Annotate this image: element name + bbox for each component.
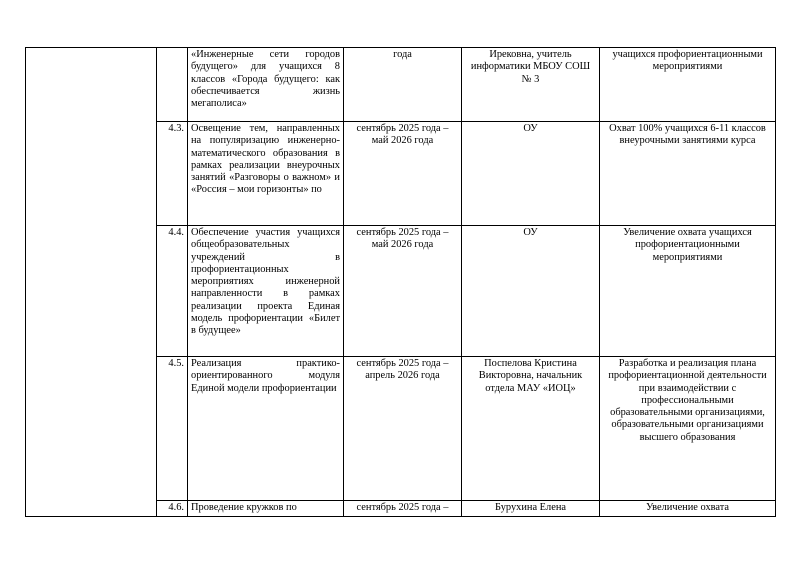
event-responsible: ОУ (462, 226, 600, 357)
event-dates: сентябрь 2025 года – май 2026 года (344, 122, 462, 226)
row-number: 4.3. (157, 122, 188, 226)
event-dates: года (344, 48, 462, 122)
event-result: Увеличение охвата (600, 501, 776, 517)
event-responsible: Ирековна, учитель информатики МБОУ СОШ № 3 (462, 48, 600, 122)
event-description: Обеспечение участия учащихся общеобразовательных учреждений в профориентационных мероприятиях инженерной направленности в рамках реализации проекта Единая модель профориентации «Билет в будущее» (188, 226, 344, 357)
blank-column-cell (26, 48, 157, 517)
event-responsible: Бурухина Елена (462, 501, 600, 517)
table-row (26, 48, 776, 122)
event-dates: сентябрь 2025 года – (344, 501, 462, 517)
event-result: Разработка и реализация плана профориентационной деятельности при взаимодействии с профессиональными образовательными организациями, образовательными организациями высшего образования (600, 357, 776, 501)
row-number (157, 48, 188, 122)
event-result: Увеличение охвата учащихся профориентационными мероприятиями (600, 226, 776, 357)
row-number: 4.4. (157, 226, 188, 357)
event-description: «Инженерные сети городов будущего» для учащихся 8 классов «Города будущего: как обеспечивается жизнь мегаполиса» (188, 48, 344, 122)
event-dates: сентябрь 2025 года – май 2026 года (344, 226, 462, 357)
event-result: Охват 100% учащихся 6-11 классов внеурочными занятиями курса (600, 122, 776, 226)
event-dates: сентябрь 2025 года – апрель 2026 года (344, 357, 462, 501)
event-responsible: ОУ (462, 122, 600, 226)
row-number: 4.6. (157, 501, 188, 517)
event-description: Освещение тем, направленных на популяризацию инженерно-математического образования в рамках реализации внеурочных занятий «Разговоры о важном» и «Россия – мои горизонты» по (188, 122, 344, 226)
plan-table (25, 47, 776, 517)
event-description: Реализация практико-ориентированного модуля Единой модели профориентации (188, 357, 344, 501)
event-description: Проведение кружков по (188, 501, 344, 517)
event-responsible: Поспелова Кристина Викторовна, начальник отдела МАУ «ИОЦ» (462, 357, 600, 501)
row-number: 4.5. (157, 357, 188, 501)
event-result: учащихся профориентационными мероприятиями (600, 48, 776, 122)
